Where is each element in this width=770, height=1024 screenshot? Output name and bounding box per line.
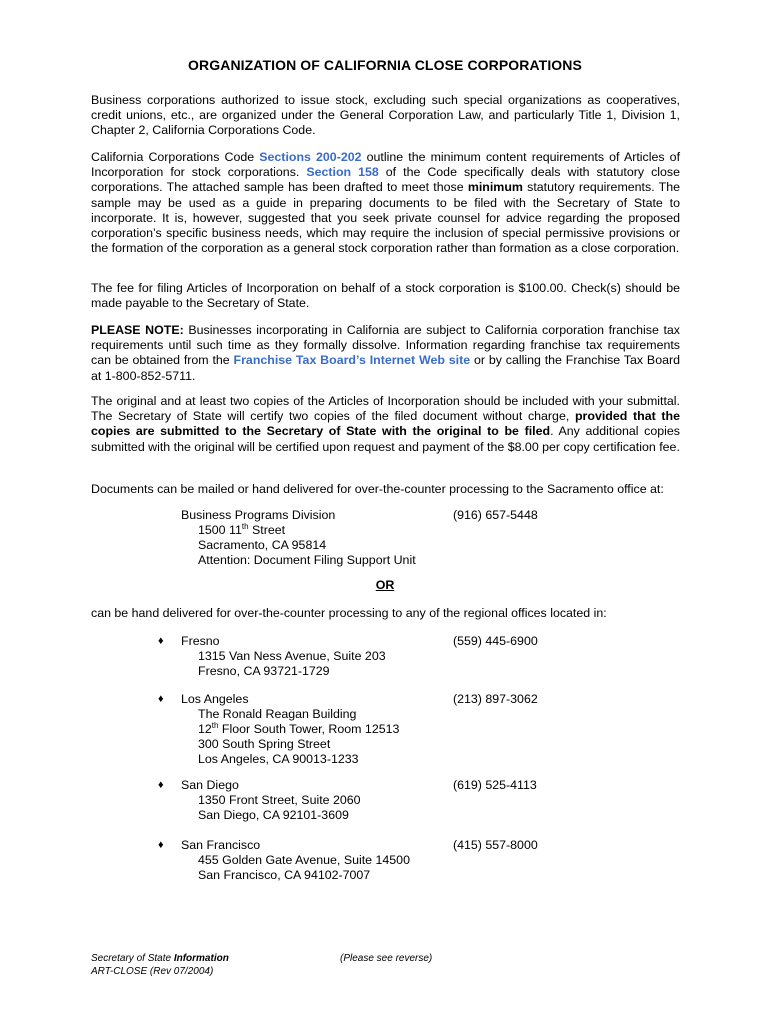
- fee-paragraph: The fee for filing Articles of Incorporation on behalf of a stock corporation is $100.00. Check(s) should be made payable to the Secretary of State.: [91, 281, 680, 311]
- office-name: Fresno: [181, 634, 220, 648]
- office-address-line: The Ronald Reagan Building: [198, 707, 357, 721]
- intro-paragraph: Business corporations authorized to issue stock, excluding such special organizations as cooperatives, credit unions, etc., are organized under the General Corporation Law, and particularly Title 1, Division 1, Chapter 2, California Corporations Code.: [91, 93, 680, 138]
- office-address-line: Los Angeles, CA 90013-1233: [198, 752, 359, 766]
- please-note-label: PLEASE NOTE:: [91, 323, 184, 337]
- office-name: San Diego: [181, 778, 239, 792]
- please-note-paragraph: PLEASE NOTE: Businesses incorporating in California are subject to California corporation franchise tax requirements until such time as they formally dissolve. Information regarding franchise tax requirements can be obtained from the Franchise Tax Board’s Internet Web site or by calling the Franchise Tax Board at 1-800-852-5711.: [91, 323, 681, 383]
- office-address-line: 1350 Front Street, Suite 2060: [198, 793, 361, 807]
- office-name: Los Angeles: [181, 692, 249, 706]
- code-sections-paragraph: California Corporations Code Sections 200-202 outline the minimum content requirements of Articles of Incorporation for stock corporations. Section 158 of the Code specifically deals with statutory close corporations. The attached sample has been drafted to meet those minimum statutory requirements. The sample may be used as a guide in preparing documents to be filed with the Secretary of State to incorporate. It is, however, suggested that you seek private counsel for advice regarding the proposed corporation’s specific business needs, which may require the inclusion of special permissive provisions or the formation of the corporation as a general stock corporation rather than formation as a close corporation.: [91, 150, 681, 256]
- mail-paragraph: Documents can be mailed or hand delivered for over-the-counter processing to the Sacramento office at:: [91, 482, 664, 496]
- footer-form-info: Secretary of State Information ART-CLOSE (Rev 07/2004): [91, 953, 229, 977]
- office-address-line: 12th Floor South Tower, Room 12513: [198, 720, 400, 736]
- form-number: ART-CLOSE (Rev 07/2004): [91, 965, 214, 977]
- bullet-icon: ♦: [158, 693, 164, 705]
- bullet-icon: ♦: [158, 779, 164, 791]
- office-address-line: 300 South Spring Street: [198, 737, 331, 751]
- franchise-tax-board-link[interactable]: Franchise Tax Board’s Internet Web site: [233, 353, 471, 368]
- sections-200-202-link[interactable]: Sections 200-202: [259, 150, 362, 164]
- regional-paragraph: can be hand delivered for over-the-counter processing to any of the regional offices located in:: [91, 606, 607, 620]
- office-street: 1500 11th Street: [198, 521, 286, 537]
- office-city: Sacramento, CA 95814: [198, 538, 327, 552]
- office-phone: (415) 557-8000: [453, 838, 538, 852]
- page-title: ORGANIZATION OF CALIFORNIA CLOSE CORPORATIONS: [188, 57, 582, 73]
- section-158-link[interactable]: Section 158: [306, 165, 379, 180]
- office-name: Business Programs Division: [181, 508, 336, 522]
- see-reverse-note: (Please see reverse): [340, 953, 433, 964]
- office-phone: (213) 897-3062: [453, 692, 538, 706]
- office-address-line: Fresno, CA 93721-1729: [198, 664, 330, 678]
- or-divider: OR: [375, 578, 395, 592]
- office-name: San Francisco: [181, 838, 261, 852]
- office-address-line: 455 Golden Gate Avenue, Suite 14500: [198, 853, 410, 867]
- office-address-line: San Diego, CA 92101-3609: [198, 808, 349, 822]
- bullet-icon: ♦: [158, 839, 164, 851]
- office-address-line: 1315 Van Ness Avenue, Suite 203: [198, 649, 386, 663]
- office-phone: (559) 445-6900: [453, 634, 538, 648]
- copies-paragraph: The original and at least two copies of the Articles of Incorporation should be included with your submittal. The Secretary of State will certify two copies of the filed document without charge, provided that the copies are submitted to the Secretary of State with the original to be filed. Any additional copies submitted with the original will be certified upon request and payment of the $8.00 per copy certification fee.: [91, 394, 680, 454]
- office-address-line: San Francisco, CA 94102-7007: [198, 868, 371, 882]
- office-phone: (619) 525-4113: [453, 778, 537, 792]
- bullet-icon: ♦: [158, 635, 164, 647]
- office-attention: Attention: Document Filing Support Unit: [198, 553, 416, 567]
- office-phone: (916) 657-5448: [453, 508, 538, 522]
